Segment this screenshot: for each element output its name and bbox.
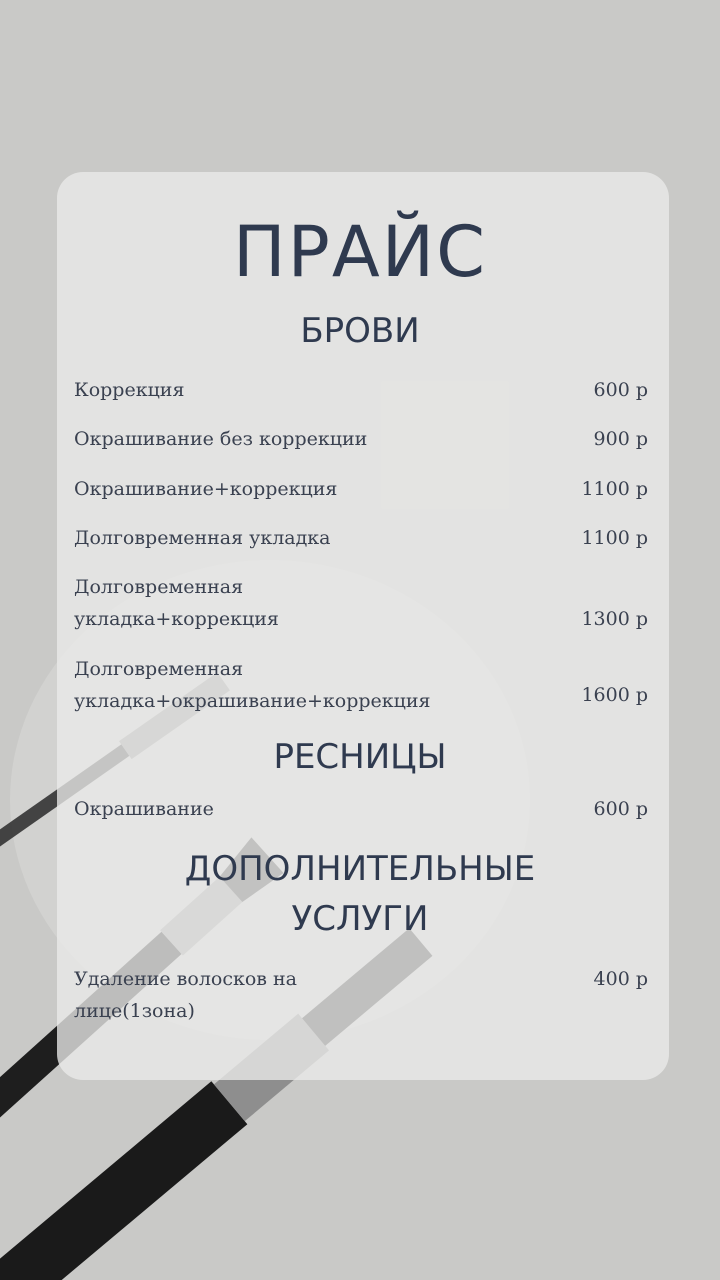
section-heading-brows: БРОВИ: [300, 311, 420, 351]
price-item-name-line: лице(1зона): [74, 1000, 195, 1022]
price-item-name-line: укладка+окрашивание+коррекция: [74, 690, 431, 712]
price-item-name-line: Долговременная: [74, 658, 244, 680]
section-heading-extra-line: ДОПОЛНИТЕЛЬНЫЕ: [184, 849, 536, 889]
price-item-price: 400 р: [593, 968, 648, 990]
price-item-name-line: Долговременная: [74, 576, 244, 598]
price-item-price: 1100 р: [581, 527, 648, 549]
price-item-name: Окрашивание без коррекции: [74, 428, 368, 450]
price-item-price: 900 р: [593, 428, 648, 450]
price-item-name: Окрашивание+коррекция: [74, 478, 338, 500]
price-item-name: Коррекция: [74, 379, 185, 401]
page-title: ПРАЙС: [233, 211, 487, 293]
price-item-price: 1300 р: [581, 608, 648, 630]
price-item-name: Окрашивание: [74, 798, 214, 820]
price-item-price: 600 р: [593, 379, 648, 401]
price-item-name: Долговременная укладка: [74, 527, 331, 549]
price-item-name-line: Удаление волосков на: [74, 968, 298, 990]
price-item-price: 1600 р: [581, 684, 648, 706]
price-item-price: 600 р: [593, 798, 648, 820]
section-heading-lashes: РЕСНИЦЫ: [273, 737, 447, 777]
section-heading-extra-line: УСЛУГИ: [291, 899, 429, 939]
price-item-price: 1100 р: [581, 478, 648, 500]
price-item-name-line: укладка+коррекция: [74, 608, 279, 630]
